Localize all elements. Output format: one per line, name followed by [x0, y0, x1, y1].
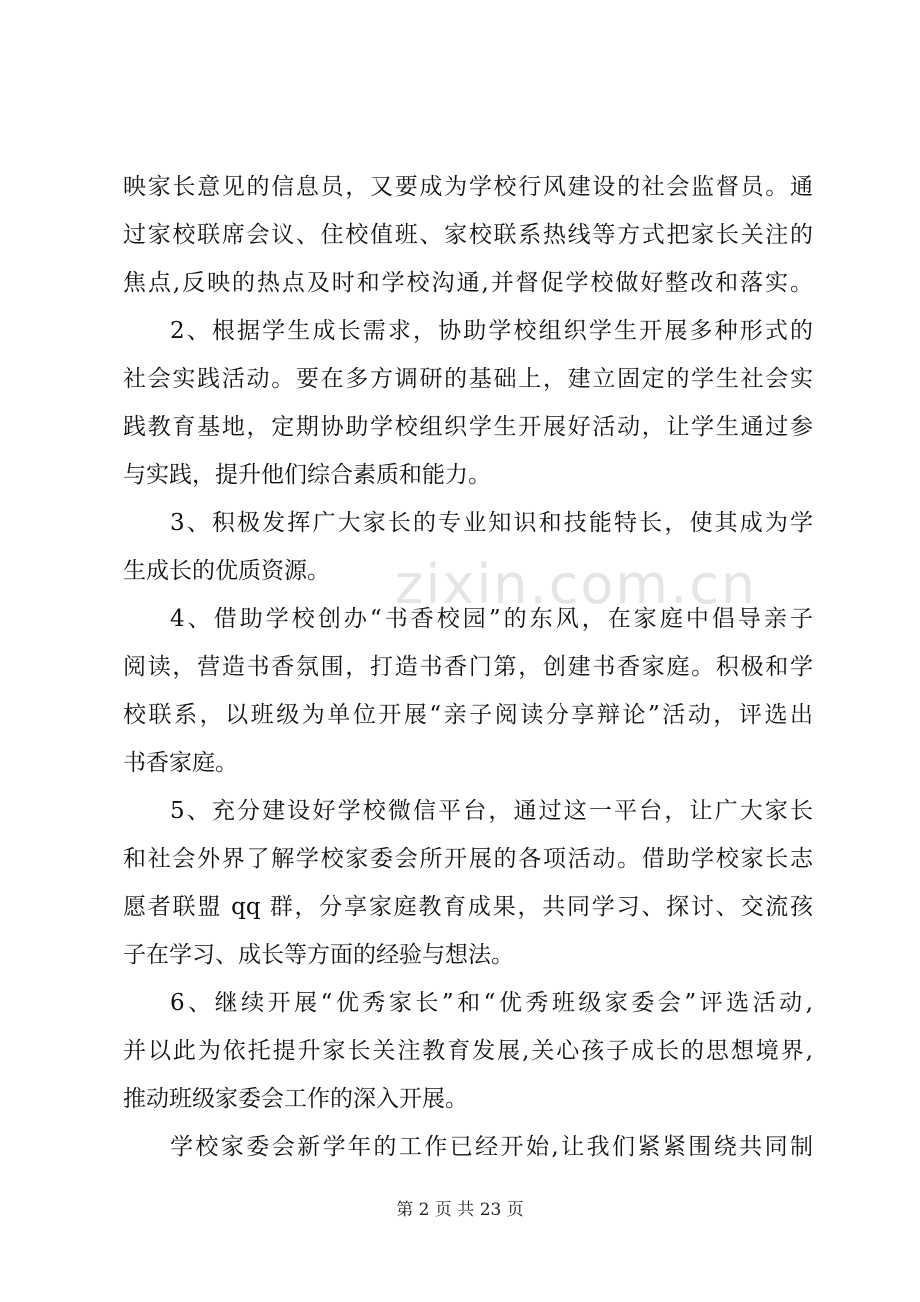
watermark: zixin.com.cn	[395, 553, 758, 616]
text-line: 学校家委会新学年的工作已经开始,让我们紧紧围绕共同制	[170, 1134, 813, 1160]
text-line: 社会实践活动。要在多方调研的基础上，建立固定的学生社会实	[123, 366, 813, 392]
text-line: 焦点,反映的热点及时和学校沟通,并督促学校做好整改和落实。	[123, 270, 813, 296]
text-line: 阅读，营造书香氛围，打造书香门第，创建书香家庭。积极和学	[123, 654, 813, 680]
text-line: 3、积极发挥广大家长的专业知识和技能特长，使其成为学	[170, 510, 813, 536]
page-footer: 第 2 页 共 23 页	[396, 1200, 524, 1220]
text-line: 愿者联盟 qq 群，分享家庭教育成果，共同学习、探讨、交流孩	[123, 894, 813, 920]
text-line: 践教育基地，定期协助学校组织学生开展好活动，让学生通过参	[123, 414, 813, 440]
text-line: 5、充分建设好学校微信平台，通过这一平台，让广大家长	[170, 798, 813, 824]
text-line: 生成长的优质资源。	[123, 558, 330, 584]
text-line: 子在学习、成长等方面的经验与想法。	[123, 942, 514, 968]
text-line: 4、借助学校创办“书香校园”的东风，在家庭中倡导亲子	[170, 606, 813, 632]
text-line: 6、继续开展“优秀家长”和“优秀班级家委会”评选活动,	[170, 990, 813, 1016]
text-line: 书香家庭。	[123, 750, 238, 776]
text-line: 2、根据学生成长需求，协助学校组织学生开展多种形式的	[170, 318, 813, 344]
text-line: 过家校联席会议、住校值班、家校联系热线等方式把家长关注的	[123, 222, 813, 248]
text-line: 校联系，以班级为单位开展“亲子阅读分享辩论”活动，评选出	[123, 702, 813, 728]
text-line: 并以此为依托提升家长关注教育发展,关心孩子成长的思想境界,	[123, 1038, 813, 1064]
text-line: 和社会外界了解学校家委会所开展的各项活动。借助学校家长志	[123, 846, 813, 872]
text-line: 与实践，提升他们综合素质和能力。	[123, 462, 491, 488]
text-line: 推动班级家委会工作的深入开展。	[123, 1086, 468, 1112]
text-line: 映家长意见的信息员，又要成为学校行风建设的社会监督员。通	[123, 174, 813, 200]
